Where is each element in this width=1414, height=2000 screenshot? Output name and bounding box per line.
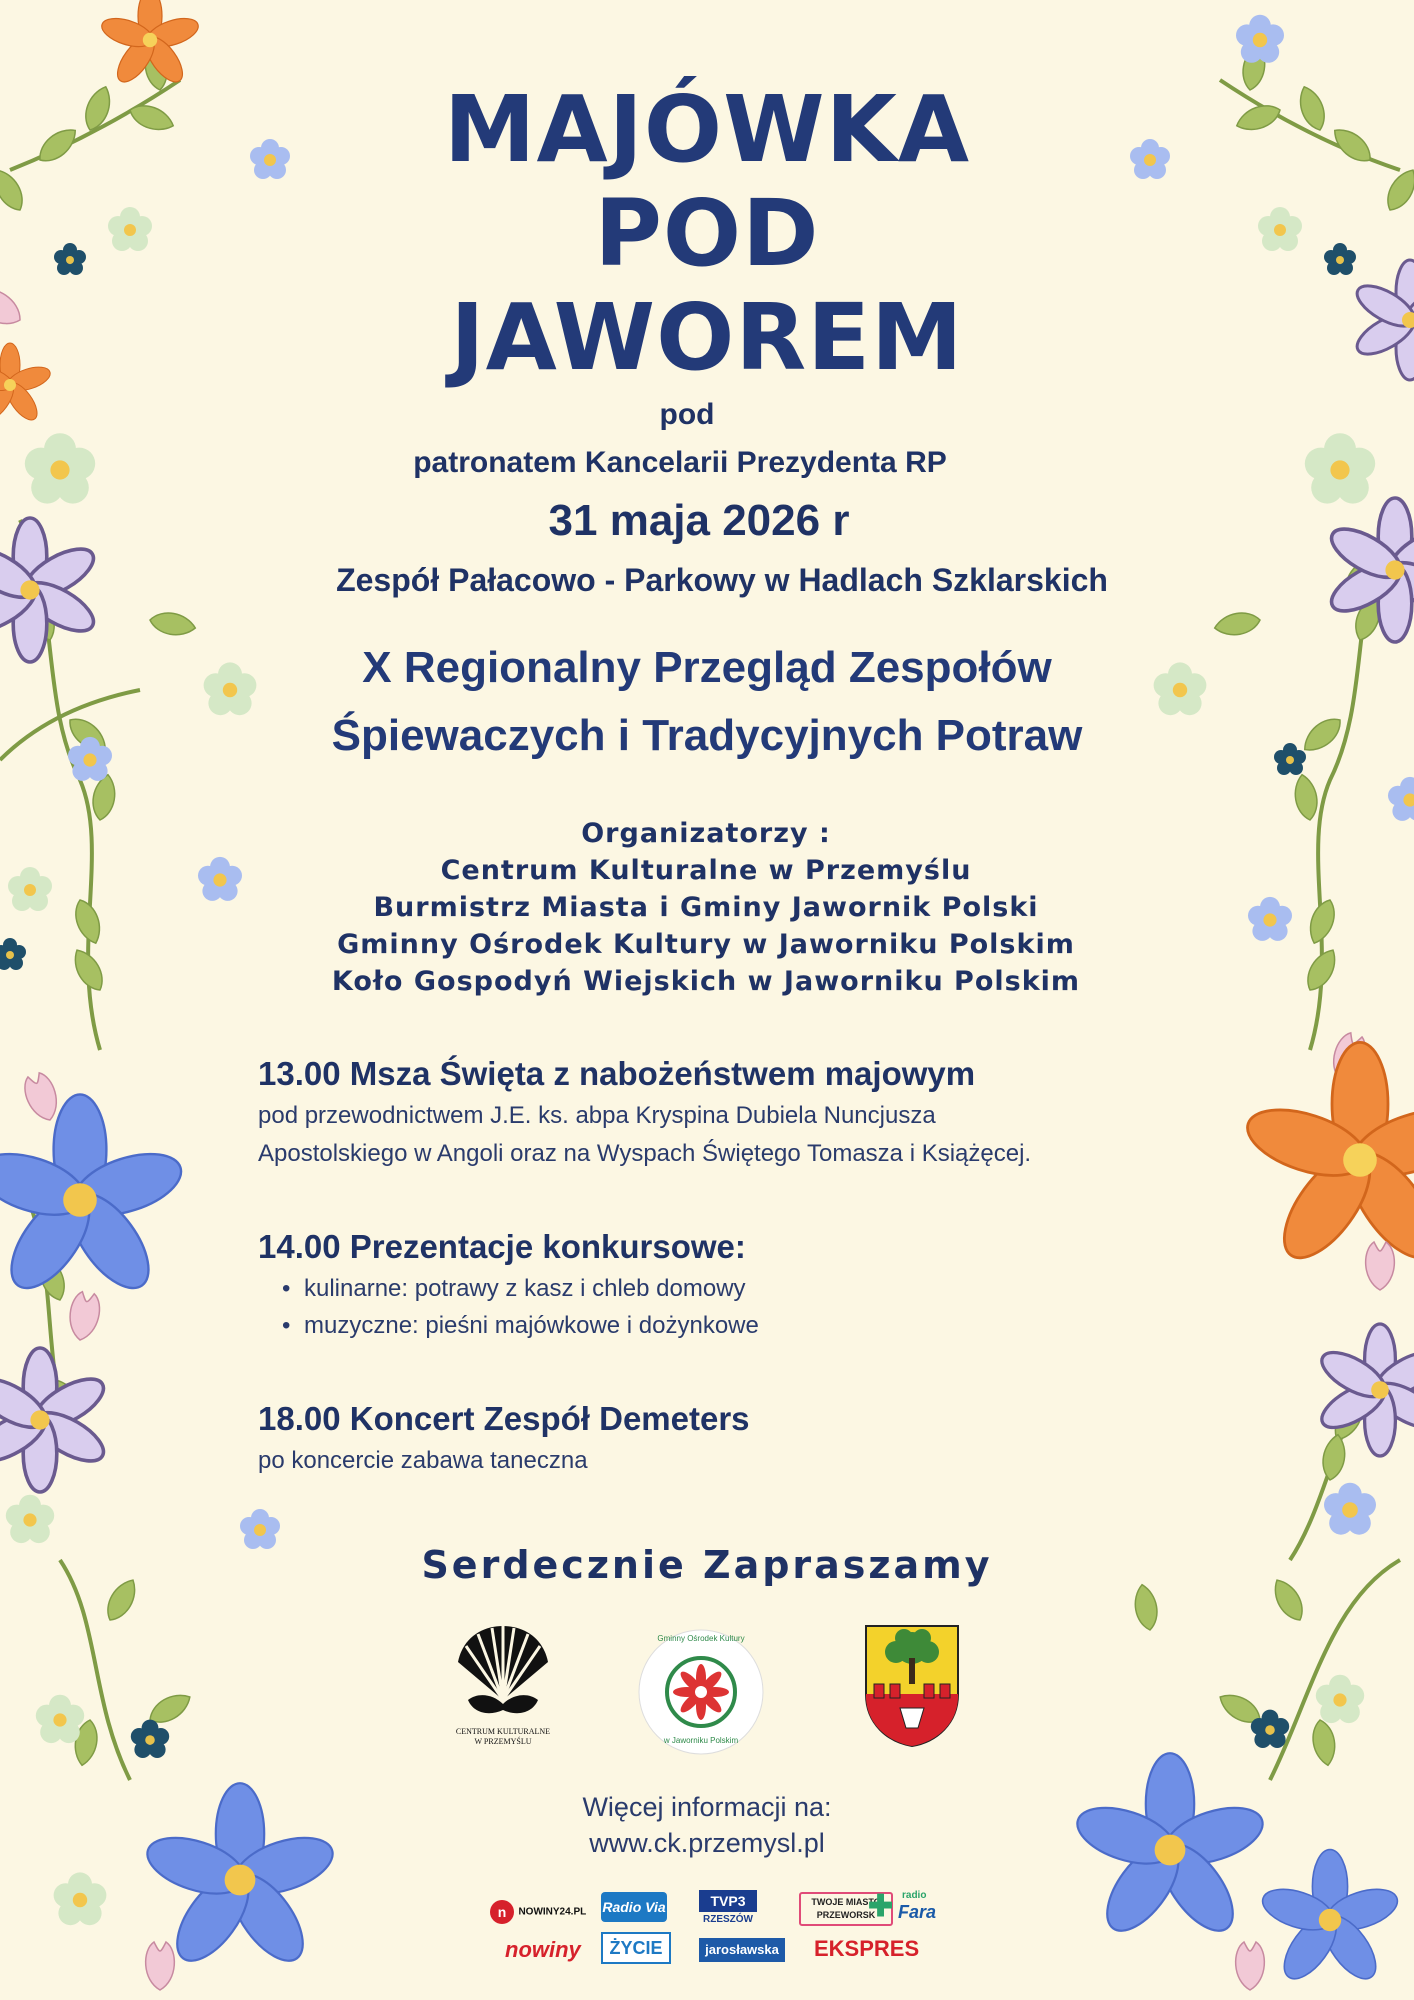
nowiny24-text: NOWINY24.PL [518,1906,587,1918]
title-line-3: JAWOREM [450,284,964,391]
tvp3-logo: TVP3 [699,1890,757,1912]
schedule-item-competition [258,1228,1178,1344]
ck-logo-line-1: CENTRUM KULTURALNE [455,1727,551,1736]
organizer-item: Gminny Ośrodek Kultury w Jaworniku Polskim [337,929,1075,960]
zycie-logo: ŻYCIE [601,1932,671,1964]
radio-via-logo: Radio Via [601,1892,667,1922]
schedule-line: Apostolskiego w Angoli oraz na Wyspach Świętego Tomasza i Książęcej. [258,1140,1032,1167]
gok-logo-top-text: Gminny Ośrodek Kultury [657,1634,745,1643]
twoje-miasto-line-1: TWOJE MIASTO [811,1897,881,1907]
gok-jawornik-logo [637,1628,765,1756]
festival-title-line-2: Śpiewaczych i Tradycyjnych Potraw [331,711,1083,760]
schedule-line: pod przewodnictwem J.E. ks. abpa Kryspina Dubiela Nuncjusza [258,1102,936,1129]
bullet-item: • kulinarne: potrawy z kasz i chleb domowy [258,1270,1178,1307]
patron-line-2: patronatem Kancelarii Prezydenta RP [413,446,947,479]
schedule-line: po koncercie zabawa taneczna [258,1447,588,1474]
ck-logo-line-2: W PRZEMYŚLU [474,1737,532,1746]
organizers-block [0,815,1413,1000]
cross-icon: ✚ [868,1890,894,1923]
more-info-label: Więcej informacji na: [582,1792,832,1822]
more-info-url[interactable]: www.ck.przemysl.pl [589,1828,825,1858]
schedule-heading: 13.00 Msza Święta z nabożeństwem majowym [258,1055,976,1092]
festival-title-line-1: X Regionalny Przegląd Zespołów [362,643,1052,692]
radio-fara-text: Fara [898,1902,937,1922]
jaroslawska-logo: jarosławska [699,1938,785,1962]
schedule-bullets [258,1270,1178,1344]
schedule-heading: 14.00 Prezentacje konkursowe: [258,1228,746,1265]
shell-icon [448,1622,558,1722]
twoje-miasto-line-2: PRZEWORSK [816,1910,876,1920]
nowiny24-icon: n [490,1900,514,1924]
gok-logo-bottom-text: w Jaworniku Polskim [663,1736,739,1745]
event-date: 31 maja 2026 r [548,496,850,545]
patron-line-1: pod [659,398,715,431]
organizer-item: Koło Gospodyń Wiejskich w Jaworniku Polskim [331,966,1081,997]
tvp3-city: RZESZÓW [703,1914,753,1925]
radio-fara-small: radio [902,1890,927,1901]
invitation-text: Serdecznie Zapraszamy [421,1543,993,1587]
schedule-description [258,1097,1178,1173]
title-line-2: POD [594,180,820,287]
nowiny-logo: nowiny [505,1937,581,1962]
jawornik-coat-of-arms [864,1624,960,1748]
schedule-item-concert [258,1400,1178,1480]
organizers-heading: Organizatorzy : [581,818,831,849]
bullet-item: • muzyczne: pieśni majówkowe i dożynkowe [258,1307,1178,1344]
schedule-description [258,1442,1178,1480]
nowiny24-logo [490,1900,590,1926]
event-venue: Zespół Pałacowo - Parkowy w Hadlach Szklarskich [336,562,1108,598]
title-line-1: MAJÓWKA [443,76,971,183]
organizer-item: Centrum Kulturalne w Przemyślu [440,855,972,886]
centrum-kulturalne-logo [448,1622,558,1752]
schedule-heading: 18.00 Koncert Zespół Demeters [258,1400,750,1437]
schedule-item-mass [258,1055,1178,1173]
organizer-item: Burmistrz Miasta i Gminy Jawornik Polski [373,892,1039,923]
ekspres-logo: EKSPRES [814,1936,920,1961]
radio-fara-logo [868,1890,938,1926]
